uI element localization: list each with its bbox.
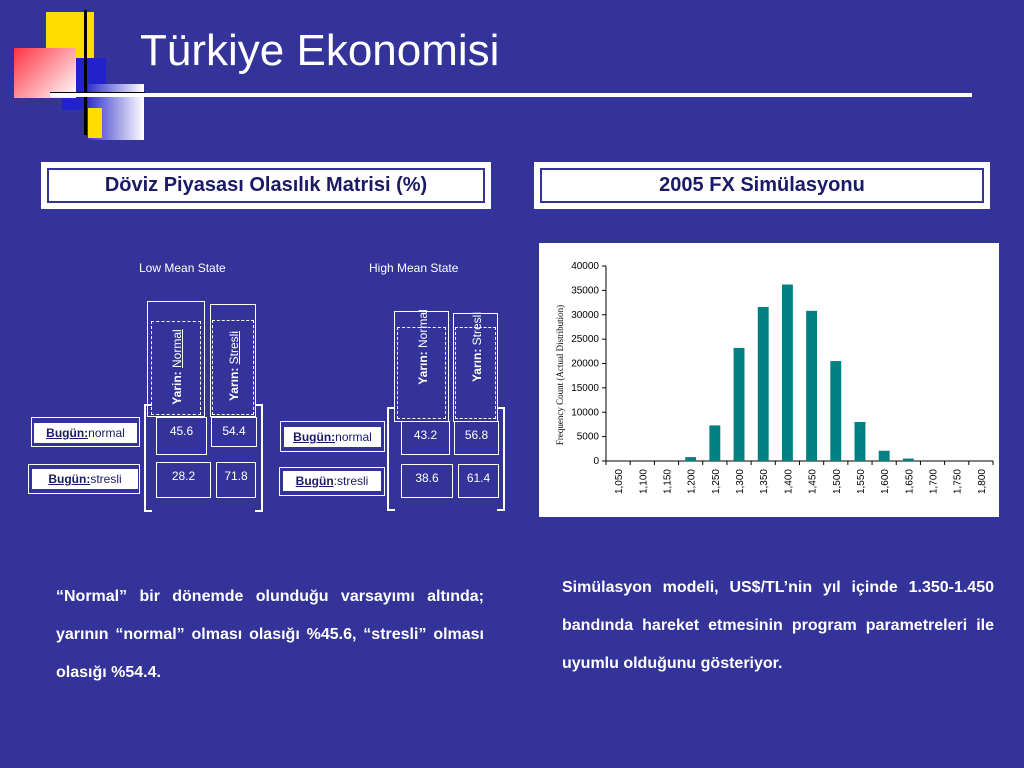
low-col1-header bbox=[151, 321, 201, 415]
chart-bar bbox=[879, 451, 890, 461]
low-cell-22: 71.8 bbox=[216, 462, 256, 498]
chart-y-tick-label: 30000 bbox=[571, 309, 599, 321]
high-row1-text: normal bbox=[335, 430, 372, 444]
chart-x-tick-label: 1,550 bbox=[855, 469, 867, 495]
low-col1-text: Normal bbox=[170, 329, 184, 368]
chart-y-tick-label: 25000 bbox=[571, 334, 599, 346]
chart-bar bbox=[685, 457, 696, 461]
chart-y-tick-label: 15000 bbox=[571, 382, 599, 394]
high-cell-12: 56.8 bbox=[454, 421, 499, 455]
right-explanation-text: Simülasyon modeli, US$/TL’nin yıl içinde 1.350-1.450 bandında hareket etmesinin program parametreleri ile uyumlu olduğunu gösteriyor. bbox=[562, 579, 994, 672]
high-col1-text: Normal bbox=[416, 309, 430, 348]
low-mean-state-label: Low Mean State bbox=[139, 261, 226, 275]
chart-bar bbox=[709, 425, 720, 461]
high-cell-22: 61.4 bbox=[458, 464, 499, 498]
chart-x-tick-label: 1,650 bbox=[904, 469, 916, 495]
right-header-text: 2005 FX Simülasyonu bbox=[540, 168, 984, 203]
low-cell-12: 54.4 bbox=[211, 417, 257, 447]
page-title: Türkiye Ekonomisi bbox=[140, 26, 500, 75]
chart-y-tick-label: 0 bbox=[593, 456, 599, 467]
chart-y-tick-label: 20000 bbox=[571, 358, 599, 370]
low-col1-bold: Yarin: bbox=[170, 371, 184, 405]
chart-bar bbox=[903, 459, 914, 461]
low-cell-11: 45.6 bbox=[156, 417, 207, 455]
chart-y-tick-label: 40000 bbox=[571, 261, 599, 272]
chart-x-tick-label: 1,800 bbox=[976, 469, 988, 495]
high-cell-11: 43.2 bbox=[401, 421, 450, 455]
chart-y-axis-label: Frequency Count (Actual Distribution) bbox=[555, 304, 565, 446]
chart-x-tick-label: 1,050 bbox=[614, 469, 626, 495]
chart-x-tick-label: 1,750 bbox=[952, 469, 964, 495]
high-col2-text: Stresli bbox=[470, 311, 484, 346]
chart-bar bbox=[806, 311, 817, 461]
left-section-header bbox=[41, 162, 491, 209]
high-row1-bold: Bugün: bbox=[293, 430, 336, 444]
chart-bar bbox=[734, 348, 745, 461]
chart-x-tick-label: 1,700 bbox=[928, 469, 940, 495]
right-section-header bbox=[534, 162, 990, 209]
left-header-text: Döviz Piyasası Olasılık Matrisi (%) bbox=[47, 168, 485, 203]
high-col2-header bbox=[455, 311, 496, 419]
low-col2-header bbox=[212, 320, 254, 415]
low-row2-header bbox=[32, 469, 138, 489]
chart-x-tick-label: 1,450 bbox=[807, 469, 819, 495]
chart-y-tick-label: 5000 bbox=[576, 431, 599, 443]
chart-bar bbox=[855, 422, 866, 461]
high-row1-header bbox=[284, 427, 381, 447]
high-col1-header bbox=[397, 309, 446, 419]
low-bracket-left bbox=[144, 404, 152, 512]
low-cell-21: 28.2 bbox=[156, 462, 211, 498]
left-explanation-text: “Normal” bir dönemde olunduğu varsayımı altında; yarının “normal” olması olasığı %45.6, “stresli” olması olasığı %54.4. bbox=[56, 588, 484, 681]
chart-x-tick-label: 1,150 bbox=[662, 469, 674, 495]
chart-x-tick-label: 1,200 bbox=[686, 469, 698, 495]
high-mean-state-label: High Mean State bbox=[369, 261, 459, 275]
chart-y-tick-label: 10000 bbox=[571, 407, 599, 419]
low-row1-text: normal bbox=[88, 426, 125, 440]
low-col2-text: Stresli bbox=[227, 330, 241, 365]
low-row1-bold: Bugün: bbox=[46, 426, 89, 440]
high-cell-21: 38.6 bbox=[401, 464, 453, 498]
high-col2-bold: Yarın: bbox=[470, 348, 484, 383]
high-row2-header bbox=[283, 471, 381, 491]
chart-bar bbox=[830, 361, 841, 461]
high-col1-bold: Yarın: bbox=[416, 351, 430, 385]
title-divider bbox=[50, 93, 972, 97]
chart-y-tick-label: 35000 bbox=[571, 285, 599, 297]
low-row1-header bbox=[34, 423, 137, 443]
low-col2-bold: Yarın: bbox=[227, 367, 241, 402]
chart-x-tick-label: 1,500 bbox=[831, 469, 843, 495]
chart-x-tick-label: 1,100 bbox=[638, 469, 650, 495]
fx-simulation-chart bbox=[539, 243, 999, 517]
chart-x-tick-label: 1,600 bbox=[880, 469, 892, 495]
high-row2-text: :stresli bbox=[333, 474, 369, 488]
high-row2-bold: Bugün bbox=[295, 474, 334, 488]
low-row2-text: stresli bbox=[90, 472, 122, 486]
chart-bar bbox=[758, 307, 769, 461]
chart-x-tick-label: 1,250 bbox=[710, 469, 722, 495]
chart-x-tick-label: 1,350 bbox=[759, 469, 771, 495]
high-bracket-left bbox=[387, 407, 395, 511]
chart-x-tick-label: 1,400 bbox=[783, 469, 795, 495]
chart-bar bbox=[782, 285, 793, 461]
chart-x-tick-label: 1,300 bbox=[735, 469, 747, 495]
low-row2-bold: Bugün: bbox=[48, 472, 91, 486]
